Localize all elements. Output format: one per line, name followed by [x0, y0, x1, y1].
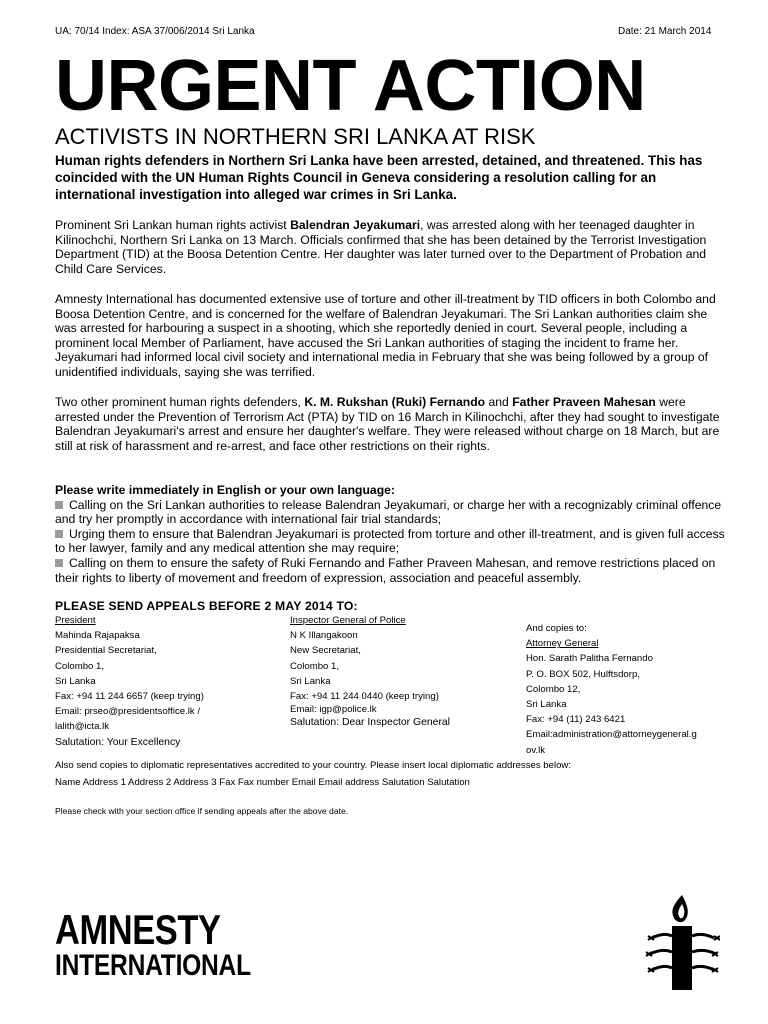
- lead-summary: Human rights defenders in Northern Sri Lanka have been arrested, detained, and threatened. This has coincided with the UN Human Rights Council in Geneva considering a resolution calling for an international investigation into alleged war crimes in Sri Lanka.: [55, 153, 703, 202]
- address-line: N K Illangakoon: [290, 630, 358, 642]
- fax-line: Fax: +94 11 244 6657 (keep trying): [55, 691, 204, 703]
- write-heading: Please write immediately in English or your own language:: [55, 483, 395, 497]
- bullet-text: Calling on them to ensure the safety of Ruki Fernando and Father Praveen Mahesan, and remove restrictions placed on their rights to liberty of movement and freedom of expression, association and peaceful assembly.: [55, 555, 716, 585]
- copies-intro: And copies to:: [526, 623, 587, 634]
- document-date: Date: 21 March 2014: [618, 26, 712, 37]
- wordmark-line-2: INTERNATIONAL: [55, 949, 251, 982]
- address-line: P. O. BOX 502, Hulftsdorp,: [526, 668, 640, 680]
- write-section: [55, 483, 725, 585]
- email-line: lalith@icta.lk: [55, 721, 109, 733]
- email-line: Email: igp@police.lk: [290, 704, 377, 716]
- salutation: Salutation: Your Excellency: [55, 736, 181, 748]
- recipient-role: Inspector General of Police: [290, 615, 406, 626]
- fax-line: Fax: +94 (11) 243 6421: [526, 714, 626, 726]
- appeals-heading: PLEASE SEND APPEALS BEFORE 2 MAY 2014 TO:: [55, 599, 358, 613]
- p3-name-2: Father Praveen Mahesan: [512, 395, 656, 409]
- p1-text-b: , was arrested along with her teenaged daughter in Kilinochchi, Northern Sri Lanka on 13 March. Officials confirmed that she has been detained by the Terrorist Investigation Department (TID) at the Boosa Detention Centre. Her daughter was later turned over to the Department of Probation and Child Care Services.: [55, 218, 707, 276]
- address-line: Hon. Sarath Palitha Fernando: [526, 653, 653, 665]
- bullet-text: Calling on the Sri Lankan authorities to release Balendran Jeyakumari, or charge her with a recognizably criminal offence and try her promptly in accordance with international fair trial standards;: [55, 497, 722, 527]
- bullet-square-icon: [55, 501, 63, 509]
- recipient-role: President: [55, 615, 96, 626]
- amnesty-wordmark: [55, 906, 251, 982]
- candle-barbed-wire-icon: [644, 892, 720, 992]
- address-line: New Secretariat,: [290, 645, 361, 657]
- address-line: Sri Lanka: [526, 699, 567, 711]
- email-line: Email:administration@attorneygeneral.g: [526, 729, 697, 741]
- address-line: Presidential Secretariat,: [55, 645, 157, 657]
- page-title: URGENT ACTION: [55, 46, 646, 126]
- recipient-role: Attorney General: [526, 638, 599, 650]
- fax-line: Fax: +94 11 244 0440 (keep trying): [290, 691, 439, 703]
- email-line: Email: prseo@presidentsoffice.lk /: [55, 706, 201, 718]
- diplomatic-instruction: Also send copies to diplomatic representatives accredited to your country. Please insert local diplomatic addresses below:: [55, 760, 572, 771]
- address-line: Sri Lanka: [55, 675, 96, 687]
- p1-text-a: Prominent Sri Lankan human rights activist: [55, 218, 291, 232]
- write-bullet: [55, 498, 725, 527]
- email-line: ov.lk: [526, 744, 546, 756]
- recipient-inspector-general: [290, 613, 490, 730]
- salutation: Salutation: Dear Inspector General: [290, 717, 450, 729]
- paragraph-concern: Amnesty International has documented extensive use of torture and other ill-treatment by TID officers in both Colombo and Boosa Detention Centre, and is concerned for the welfare of Balendran Jeyakumari. The Sri Lankan authorities claim she was arrested for harbouring a suspect in a shooting, which she reportedly denied in court. Several people, including a prominent local Member of Parliament, have accused the Sri Lankan authorities of staging the incident to frame her. Jeyakumari had informed local civil society and international media in February that she was being followed by a group of unidentified individuals, saying she was terrified.: [55, 292, 716, 379]
- recipient-president: [55, 613, 265, 750]
- write-bullet: [55, 527, 725, 556]
- paragraph-arrest: [55, 218, 725, 276]
- diplomatic-fields: Name Address 1 Address 2 Address 3 Fax Fax number Email Email address Salutation Salutation: [55, 777, 470, 788]
- p3-and: and: [485, 395, 513, 409]
- address-line: Colombo 12,: [526, 683, 581, 695]
- p1-name: Balendran Jeyakumari: [290, 218, 421, 232]
- bullet-square-icon: [55, 530, 63, 538]
- address-line: Sri Lanka: [290, 675, 331, 687]
- bullet-text: Urging them to ensure that Balendran Jeyakumari is protected from torture and other ill-treatment, and is given full access to her lawyer, family and any medical attention she may require;: [55, 526, 725, 556]
- page-subtitle: ACTIVISTS IN NORTHERN SRI LANKA AT RISK: [55, 124, 536, 149]
- wordmark-line-1: AMNESTY: [55, 906, 221, 953]
- p3-text-a: Two other prominent human rights defenders,: [55, 395, 305, 409]
- address-line: Mahinda Rajapaksa: [55, 630, 140, 642]
- bullet-square-icon: [55, 559, 63, 567]
- document-reference: UA: 70/14 Index: ASA 37/006/2014 Sri Lanka: [55, 26, 255, 37]
- address-line: Colombo 1,: [290, 660, 340, 672]
- paragraph-other-defenders: [55, 395, 725, 453]
- address-line: Colombo 1,: [55, 660, 105, 672]
- diplomatic-note: [55, 758, 735, 790]
- recipient-attorney-general: [526, 621, 716, 758]
- p3-name-1: K. M. Rukshan (Ruki) Fernando: [304, 395, 486, 409]
- write-bullet: [55, 556, 725, 585]
- p3-text-b: were arrested under the Prevention of Terrorism Act (PTA) by TID on 16 March in Kilinochchi, after they had sought to investigate Balendran Jeyakumari's arrest and ensure her daughter's welfare. They were released without charge on 18 March, but are still at risk of harassment and re-arrest, and face other restrictions on their rights.: [55, 395, 720, 453]
- footer-note: Please check with your section office if sending appeals after the above date.: [55, 806, 349, 816]
